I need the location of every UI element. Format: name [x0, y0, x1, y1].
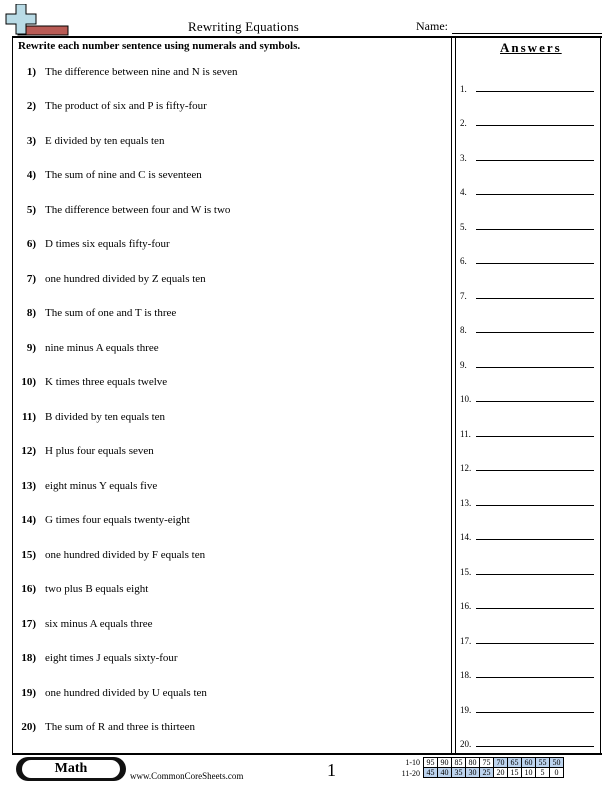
column-divider [451, 37, 456, 754]
answer-line [476, 160, 594, 161]
plus-logo-icon [4, 4, 70, 36]
answer-line [476, 367, 594, 368]
problem-number: 9) [26, 342, 36, 354]
answer-line [476, 436, 594, 437]
answer-number: 19. [460, 705, 472, 715]
problem-item [14, 238, 444, 256]
problem-text: two plus B equals eight [45, 583, 149, 595]
answer-field[interactable] [460, 76, 594, 92]
problem-item [14, 135, 444, 153]
answer-field[interactable] [460, 110, 594, 126]
problem-number: 2) [26, 100, 36, 112]
answer-line [476, 125, 594, 126]
score-cell: 10 [522, 768, 536, 778]
problem-number: 3) [26, 135, 36, 147]
instructions: Rewrite each number sentence using numerals and symbols. [18, 40, 301, 52]
problem-number: 11) [21, 411, 36, 423]
problem-text: one hundred divided by Z equals ten [45, 273, 206, 285]
score-cell: 0 [550, 768, 564, 778]
score-cell: 35 [452, 768, 466, 778]
problem-number: 6) [26, 238, 36, 250]
problem-number: 8) [26, 307, 36, 319]
worksheet-header [0, 0, 612, 36]
answer-field[interactable] [460, 524, 594, 540]
problem-number: 12) [21, 445, 36, 457]
score-row [424, 768, 564, 778]
answer-number: 5. [460, 222, 467, 232]
score-table [423, 757, 564, 778]
answer-field[interactable] [460, 248, 594, 264]
answers-title: Answers [500, 40, 562, 55]
score-cell: 15 [508, 768, 522, 778]
answer-line [476, 401, 594, 402]
answer-field[interactable] [460, 317, 594, 333]
answer-field[interactable] [460, 559, 594, 575]
score-cell: 45 [424, 768, 438, 778]
score-cell: 30 [466, 768, 480, 778]
score-cell: 80 [466, 758, 480, 768]
score-row-label: 1-10 [405, 758, 420, 767]
answer-number: 16. [460, 601, 472, 611]
problem-item [14, 169, 444, 187]
score-cell: 50 [550, 758, 564, 768]
answer-number: 8. [460, 325, 467, 335]
answer-field[interactable] [460, 283, 594, 299]
problem-item [14, 273, 444, 291]
answer-line [476, 712, 594, 713]
answer-line [476, 298, 594, 299]
answer-line [476, 539, 594, 540]
score-row [424, 758, 564, 768]
score-cell: 90 [438, 758, 452, 768]
answer-line [476, 746, 594, 747]
answer-number: 20. [460, 739, 472, 749]
answer-number: 3. [460, 153, 467, 163]
answer-field[interactable] [460, 697, 594, 713]
problem-text: The sum of nine and C is seventeen [45, 169, 202, 181]
answer-field[interactable] [460, 421, 594, 437]
answer-field[interactable] [460, 352, 594, 368]
answer-field[interactable] [460, 490, 594, 506]
score-cell: 60 [522, 758, 536, 768]
problem-number: 1) [26, 66, 36, 78]
problem-number: 14) [21, 514, 36, 526]
problem-item [14, 583, 444, 601]
answer-field[interactable] [460, 145, 594, 161]
answer-line [476, 574, 594, 575]
score-cell: 5 [536, 768, 550, 778]
problem-item [14, 376, 444, 394]
answer-number: 13. [460, 498, 472, 508]
problem-number: 13) [21, 480, 36, 492]
problem-text: B divided by ten equals ten [45, 411, 166, 423]
answer-line [476, 608, 594, 609]
answer-field[interactable] [460, 662, 594, 678]
problem-number: 10) [21, 376, 36, 388]
subject-badge-label: Math [22, 760, 120, 778]
answer-field[interactable] [460, 179, 594, 195]
problem-text: nine minus A equals three [45, 342, 159, 354]
problem-text: eight times J equals sixty-four [45, 652, 178, 664]
frame-top-border [12, 36, 602, 38]
answer-number: 14. [460, 532, 472, 542]
frame-right-border [600, 37, 601, 754]
problem-number: 17) [21, 618, 36, 630]
problem-item [14, 307, 444, 325]
problem-text: six minus A equals three [45, 618, 153, 630]
answer-line [476, 263, 594, 264]
frame-left-border [12, 37, 13, 754]
problem-text: one hundred divided by U equals ten [45, 687, 207, 699]
problem-item [14, 549, 444, 567]
problem-number: 18) [21, 652, 36, 664]
page-number: 1 [327, 760, 336, 780]
answer-number: 9. [460, 360, 467, 370]
problem-item [14, 342, 444, 360]
answer-number: 1. [460, 84, 467, 94]
problem-text: The sum of R and three is thirteen [45, 721, 195, 733]
answer-line [476, 470, 594, 471]
answer-number: 4. [460, 187, 467, 197]
answer-line [476, 505, 594, 506]
score-cell: 70 [494, 758, 508, 768]
problem-item [14, 480, 444, 498]
score-cell: 85 [452, 758, 466, 768]
problem-item [14, 721, 444, 739]
score-cell: 20 [494, 768, 508, 778]
answer-line [476, 643, 594, 644]
answer-number: 12. [460, 463, 472, 473]
answer-line [476, 194, 594, 195]
worksheet-footer [0, 755, 612, 792]
answer-field[interactable] [460, 455, 594, 471]
answer-field[interactable] [460, 214, 594, 230]
answer-number: 7. [460, 291, 467, 301]
problem-number: 4) [26, 169, 36, 181]
problem-text: one hundred divided by F equals ten [45, 549, 206, 561]
score-row-labels [394, 757, 420, 779]
problem-item [14, 66, 444, 84]
score-cell: 65 [508, 758, 522, 768]
name-field[interactable] [452, 33, 602, 34]
problem-text: The difference between four and W is two [45, 204, 231, 216]
problem-number: 16) [21, 583, 36, 595]
worksheet-title: Rewriting Equations [188, 19, 300, 34]
problem-text: E divided by ten equals ten [45, 135, 165, 147]
answer-line [476, 91, 594, 92]
problem-item [14, 514, 444, 532]
problem-text: D times six equals fifty-four [45, 238, 170, 250]
answer-number: 2. [460, 118, 467, 128]
answer-number: 11. [460, 429, 471, 439]
problem-item [14, 652, 444, 670]
problem-text: K times three equals twelve [45, 376, 168, 388]
problem-number: 19) [21, 687, 36, 699]
score-cell: 55 [536, 758, 550, 768]
answer-number: 18. [460, 670, 472, 680]
problem-text: The product of six and P is fifty-four [45, 100, 207, 112]
problem-item [14, 411, 444, 429]
score-cell: 75 [480, 758, 494, 768]
name-label: Name: [416, 19, 448, 33]
answer-line [476, 677, 594, 678]
answer-number: 15. [460, 567, 472, 577]
problem-item [14, 100, 444, 118]
subject-badge [16, 757, 126, 781]
answer-field[interactable] [460, 731, 594, 747]
problem-text: eight minus Y equals five [45, 480, 158, 492]
problem-item [14, 618, 444, 636]
problem-number: 15) [21, 549, 36, 561]
problem-text: G times four equals twenty-eight [45, 514, 190, 526]
answer-number: 10. [460, 394, 472, 404]
problem-item [14, 445, 444, 463]
problem-number: 20) [21, 721, 36, 733]
answer-field[interactable] [460, 386, 594, 402]
problem-item [14, 204, 444, 222]
website-link[interactable]: www.CommonCoreSheets.com [130, 771, 244, 781]
score-row-label: 11-20 [401, 769, 420, 778]
score-cell: 25 [480, 768, 494, 778]
answer-line [476, 229, 594, 230]
score-cell: 95 [424, 758, 438, 768]
answer-field[interactable] [460, 593, 594, 609]
problem-text: The difference between nine and N is seven [45, 66, 238, 78]
problem-text: H plus four equals seven [45, 445, 154, 457]
answer-field[interactable] [460, 628, 594, 644]
problem-number: 7) [26, 273, 36, 285]
answer-number: 6. [460, 256, 467, 266]
problem-text: The sum of one and T is three [45, 307, 177, 319]
problem-item [14, 687, 444, 705]
score-cell: 40 [438, 768, 452, 778]
answer-number: 17. [460, 636, 472, 646]
problem-number: 5) [26, 204, 36, 216]
answer-line [476, 332, 594, 333]
